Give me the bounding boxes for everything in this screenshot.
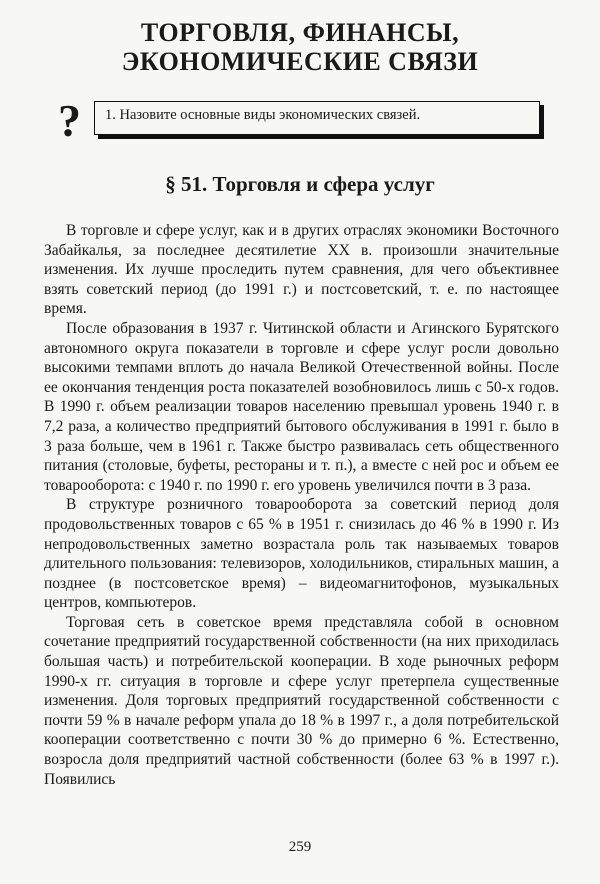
paragraph-2: После образования в 1937 г. Читинской области и Агинского Бурятского автономного округа показатели в торговле и сфере услуг росли довольно высокими темпами вплоть до начала Великой Отечественной войны. После ее окончания тенденция роста показателей возобновилось лишь с 50-х годов. В 1990 г. объем реализации товаров населению превышал уровень 1940 г. в 7,2 раза, а количество предприятий бытового обслуживания в 1991 г. было в 3 раза больше, чем в 1961 г. Также быстро развивалась сеть общественного питания (столовые, буфеты, рестораны и т. п.), а вместе с ней рос и объем ее товарооборота: с 1940 г. по 1990 г. его уровень увеличился почти в 3 раза.: [44, 319, 559, 494]
paragraph-4: Торговая сеть в советское время представляла собой в основном сочетание предприятий государственной собственности (на них приходилась большая часть) и потребительской кооперации. В ходе рыночных реформ 1990-х гг. ситуация в торговле и сфере услуг претерпела существенные изменения. Доля торговых предприятий государственной собственности с почти 59 % в начале реформ упала до 18 % в 1997 г., а доля потребительской кооперации соответственно с почти 30 % до примерно 6 %. Естественно, возросла доля предприятий частной собственности (более 63 % в 1997 г.). Появились: [44, 613, 559, 788]
review-question-text: 1. Назовите основные виды экономических связей.: [105, 107, 421, 123]
section-title: § 51. Торговля и сфера услуг: [165, 172, 435, 196]
paragraph-1: В торговле и сфере услуг, как и в других отраслях экономики Восточного Забайкалья, за последнее десятилетие XX в. произошли значительные изменения. Их лучше проследить путем сравнения, для чего объективнее взять советский период (до 1991 г.) и постсоветский, т. е. по настоящее время.: [44, 222, 559, 318]
chapter-title: [0, 18, 600, 76]
chapter-title-line-1: ТОРГОВЛЯ, ФИНАНСЫ,: [140, 18, 460, 47]
review-question-box: [94, 101, 540, 135]
paragraph-3: В структуре розничного товарооборота за советский период доля продовольственных товаров с 65 % в 1951 г. снизилась до 46 % в 1990 г. Из непродовольственных заметно возрастала роль так называемых товаров длительного пользования: телевизоров, холодильников, стиральных машин, а позднее (в постсоветское время) – видеомагнитофонов, музыкальных центров, компьютеров.: [44, 496, 559, 612]
chapter-title-line-2: ЭКОНОМИЧЕСКИЕ СВЯЗИ: [121, 47, 479, 76]
question-mark-icon: ?: [58, 95, 81, 146]
page-number: 259: [288, 839, 312, 855]
body-text: [44, 221, 559, 789]
